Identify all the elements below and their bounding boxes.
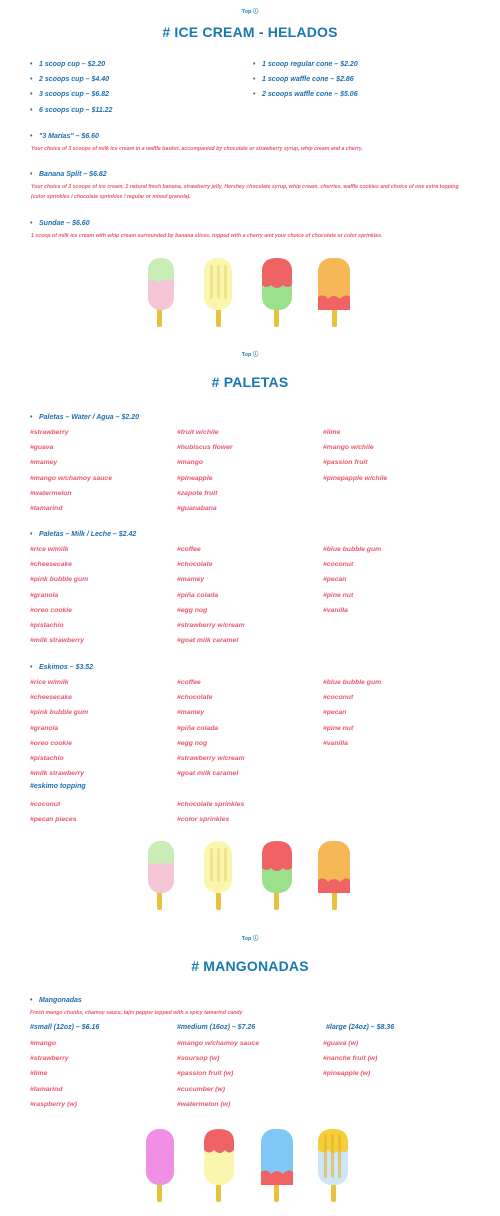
flavor-item: #mango (177, 459, 204, 467)
flavor-item: #pine nut (323, 724, 354, 732)
flavor-item: #watermelon (30, 489, 72, 497)
popsicle-icon (318, 258, 350, 327)
flavor-item: #hubiscus flower (177, 444, 233, 452)
flavor-item: #milk strawberry (30, 637, 85, 645)
popsicle-illustration-row (140, 838, 360, 916)
special-3-marias-desc: Your choice of 3 scoops of milk ice cream in a waffle basket, accompanied by chocolate or strawberry syrup, whip cream and a cherry. (31, 146, 363, 152)
flavor-item: #tamarind (30, 1085, 63, 1093)
flavor-item: #tamarind (30, 504, 63, 512)
popsicle-icon (148, 258, 174, 327)
popsicle-icon (262, 841, 292, 910)
eskimo-topping-col1 (30, 797, 170, 827)
flavor-item: #guava (30, 444, 54, 452)
special-sundae-name: • Sundae – $6.60 (39, 220, 90, 227)
ice-cream-cone-list (262, 57, 482, 103)
list-item: • 1 scoop waffle cone – $2.86 (262, 72, 482, 87)
flavor-item: #coconut (323, 561, 354, 569)
special-3-marias-name: • "3 Marías" – $6.60 (39, 133, 99, 140)
popsicle-icon (318, 1129, 348, 1202)
flavor-item: #guanabana (177, 504, 217, 512)
flavor-item: #blue bubble gum (323, 679, 382, 686)
flavor-item: #strawberry (30, 429, 69, 436)
flavor-item: #mango (30, 1040, 57, 1047)
paletas-milk-col1 (30, 542, 170, 648)
mangonadas-col3 (323, 1036, 473, 1082)
flavor-item: #pineapple (177, 474, 213, 482)
section-title-ice-cream: # ICE CREAM - HELADOS (162, 24, 338, 40)
flavor-item: #vanilla (323, 739, 348, 747)
list-item: • 1 scoop regular cone – $2.20 (262, 57, 482, 72)
flavor-item: #chocolate (177, 561, 213, 569)
flavor-item: #piña colada (177, 724, 219, 732)
flavor-item: #strawberry w/cream (177, 754, 245, 762)
popsicle-icon (146, 1129, 174, 1202)
eskimos-col2 (177, 675, 317, 781)
list-item: • 3 scoops cup – $6.82 (39, 87, 239, 102)
flavor-item: #guava (w) (323, 1040, 359, 1047)
section-title-mangonadas: # MANGONADAS (191, 958, 309, 974)
section-title-paletas: # PALETAS (211, 374, 289, 390)
flavor-item: #watermelon (w) (177, 1100, 231, 1108)
flavor-item: #mamey (177, 709, 205, 717)
popsicle-icon (204, 258, 232, 327)
top-link[interactable]: Top ⓘ (241, 9, 259, 15)
special-banana-split-name: • Banana Split – $6.82 (39, 171, 107, 178)
top-link[interactable]: Top ⓘ (241, 352, 259, 358)
flavor-item: #fruit w/chile (177, 429, 219, 436)
flavor-item: #egg nog (177, 739, 208, 747)
flavor-item: #chocolate (177, 694, 213, 702)
popsicle-icon (262, 258, 292, 327)
flavor-item: #rice w/milk (30, 679, 69, 686)
popsicle-icon (148, 841, 174, 910)
flavor-item: #nanche fruit (w) (323, 1055, 378, 1063)
popsicle-icon (318, 841, 350, 910)
flavor-item: #cucumber (w) (177, 1085, 225, 1093)
flavor-item: #pink bubble gum (30, 576, 89, 584)
flavor-item: #goat milk caramel (177, 637, 239, 645)
flavor-item: #passion fruit (323, 459, 368, 467)
flavor-item: #raspberry (w) (30, 1100, 77, 1108)
flavor-item: #piña colada (177, 591, 219, 599)
flavor-item: #coffee (177, 546, 201, 553)
flavor-item: #pine nut (323, 591, 354, 599)
popsicle-illustration-row (140, 1126, 360, 1208)
paletas-milk-col3 (323, 542, 473, 618)
mangonadas-col1 (30, 1036, 170, 1112)
flavor-item: #lime (323, 429, 341, 436)
topping-item: #coconut (30, 801, 61, 808)
mangonadas-desc: Fresh mango chunks, chamoy sauce, tajin pepper topped with a spicy tamarind candy (30, 1010, 243, 1016)
paletas-milk-col2 (177, 542, 317, 648)
flavor-item: #mango w/chile (323, 444, 374, 452)
top-link[interactable]: Top ⓘ (241, 936, 259, 942)
topping-item: #pecan pieces (30, 816, 77, 824)
flavor-item: #mamey (177, 576, 205, 584)
flavor-item: #lime (30, 1070, 48, 1078)
flavor-item: #rice w/milk (30, 546, 69, 553)
size-medium: #medium (16oz) – $7.26 (177, 1024, 256, 1031)
flavor-item: #passion fruit (w) (177, 1070, 234, 1078)
mangonadas-col2 (177, 1036, 317, 1112)
flavor-item: #coconut (323, 694, 354, 702)
list-item: • 1 scoop cup – $2.20 (39, 57, 239, 72)
paletas-water-col1 (30, 425, 170, 516)
special-banana-split-desc: Your choice of 3 scoops of ice cream, 1 natural fresh banana, strawberry jelly, Hershey chocolate syrup, whip cream, cherries, waffle cookies and choice of one extra topping (color sprinkles / chocolate sprinkles / regular or mixed granola). (31, 184, 459, 200)
eskimos-col1 (30, 675, 170, 781)
topping-item: #chocolate sprinkles (177, 801, 245, 808)
paletas-milk-heading: • Paletas – Milk / Leche – $2.42 (39, 531, 136, 538)
flavor-item: #pinepapple w/chile (323, 474, 388, 482)
flavor-item: #goat milk caramel (177, 770, 239, 778)
flavor-item: #oreo cookie (30, 739, 72, 747)
flavor-item: #strawberry (30, 1055, 69, 1063)
flavor-item: #vanilla (323, 606, 348, 614)
flavor-item: #soursop (w) (177, 1055, 220, 1063)
flavor-item: #oreo cookie (30, 606, 72, 614)
flavor-item: #mango w/chamoy sauce (30, 474, 112, 482)
flavor-item: #granola (30, 724, 59, 732)
eskimo-topping-heading: #eskimo topping (30, 783, 86, 790)
paletas-water-col2 (177, 425, 317, 516)
popsicle-icon (261, 1129, 293, 1202)
special-sundae-desc: 1 scoop of milk ice cream with whip cream surrounded by banana slices, topped with a cherry and your choice of chocolate or color sprinkles. (31, 233, 383, 239)
flavor-item: #pineapple (w) (323, 1070, 371, 1078)
eskimos-col3 (323, 675, 473, 751)
list-item: • 2 scoops waffle cone – $5.06 (262, 87, 482, 102)
popsicle-illustration-row (140, 255, 360, 333)
size-small: #small (12oz) – $6.16 (30, 1024, 100, 1031)
flavor-item: #milk strawberry (30, 770, 85, 778)
ice-cream-cup-list (39, 57, 239, 118)
flavor-item: #pecan (323, 709, 347, 717)
flavor-item: #pistachio (30, 621, 64, 629)
mangonadas-heading: • Mangonadas (39, 997, 82, 1004)
topping-item: #color sprinkles (177, 816, 230, 824)
flavor-item: #cheesecake (30, 694, 72, 702)
flavor-item: #granola (30, 591, 59, 599)
list-item: • 6 scoops cup – $11.22 (39, 103, 239, 118)
size-large: #large (24oz) – $8.36 (326, 1024, 395, 1031)
flavor-item: #strawberry w/cream (177, 621, 245, 629)
flavor-item: #pink bubble gum (30, 709, 89, 717)
paletas-water-col3 (323, 425, 473, 486)
list-item: • 2 scoops cup – $4.40 (39, 72, 239, 87)
flavor-item: #cheesecake (30, 561, 72, 569)
popsicle-icon (204, 841, 232, 910)
flavor-item: #mamey (30, 459, 58, 467)
flavor-item: #egg nog (177, 606, 208, 614)
popsicle-icon (204, 1129, 234, 1202)
eskimos-heading: • Eskimos – $3.52 (39, 664, 93, 671)
paletas-water-heading: • Paletas – Water / Agua – $2.20 (39, 414, 139, 421)
flavor-item: #pistachio (30, 754, 64, 762)
flavor-item: #mango w/chamoy sauce (177, 1040, 259, 1047)
flavor-item: #blue bubble gum (323, 546, 382, 553)
flavor-item: #pecan (323, 576, 347, 584)
flavor-item: #zapote fruit (177, 489, 218, 497)
flavor-item: #coffee (177, 679, 201, 686)
eskimo-topping-col2 (177, 797, 317, 827)
